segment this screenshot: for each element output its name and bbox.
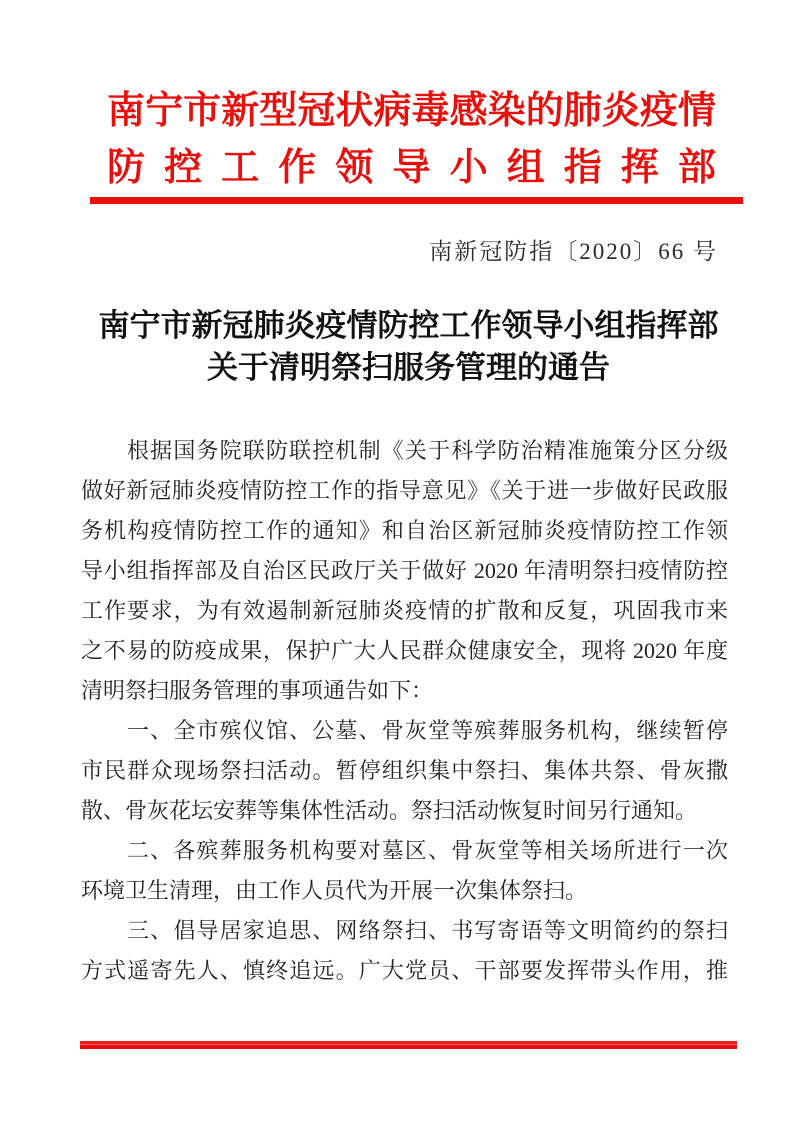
body-line: 工作要求，为有效遏制新冠肺炎疫情的扩散和反复，巩固我市来 (81, 598, 728, 623)
notice-body (81, 431, 728, 991)
notice-title-line-2: 关于清明祭扫服务管理的通告 (207, 350, 610, 385)
body-line: 导小组指挥部及自治区民政厅关于做好 2020 年清明祭扫疫情防控 (81, 558, 728, 583)
notice-title-line-1: 南宁市新冠肺炎疫情防控工作领导小组指挥部 (98, 308, 719, 343)
body-line: 清明祭扫服务管理的事项通告如下： (81, 678, 434, 703)
body-line: 根据国务院联防联控机制《关于科学防治精准施策分区分级 (127, 438, 728, 463)
red-letterhead (107, 83, 716, 197)
letterhead-line-1: 南宁市新型冠状病毒感染的肺炎疫情 (107, 90, 716, 132)
body-line: 一、全市殡仪馆、公墓、骨灰堂等殡葬服务机构，继续暂停 (127, 718, 728, 743)
letterhead-line-2: 防控工作领导小组指挥部 (107, 147, 716, 189)
body-line: 二、各殡葬服务机构要对墓区、骨灰堂等相关场所进行一次 (127, 838, 728, 863)
body-line: 做好新冠肺炎疫情防控工作的指导意见》《关于进一步做好民政服 (81, 478, 728, 503)
body-line: 方式遥寄先人、慎终追远。广大党员、干部要发挥带头作用，推 (81, 958, 728, 983)
body-line: 务机构疫情防控工作的通知》和自治区新冠肺炎疫情防控工作领 (81, 518, 728, 543)
body-line: 三、倡导居家追思、网络祭扫、书写寄语等文明简约的祭扫 (127, 918, 728, 943)
footer-red-rule (80, 1041, 737, 1049)
body-line: 之不易的防疫成果，保护广大人民群众健康安全，现将 2020 年度 (81, 638, 728, 663)
body-line: 环境卫生清理，由工作人员代为开展一次集体祭扫。 (81, 878, 588, 903)
document-number: 南新冠防指〔2020〕66 号 (429, 239, 718, 264)
notice-title (80, 305, 737, 389)
body-line: 市民群众现场祭扫活动。暂停组织集中祭扫、集体共祭、骨灰撒 (81, 758, 728, 783)
body-line: 散、骨灰花坛安葬等集体性活动。祭扫活动恢复时间另行通知。 (81, 798, 698, 823)
header-double-rule (90, 197, 743, 204)
